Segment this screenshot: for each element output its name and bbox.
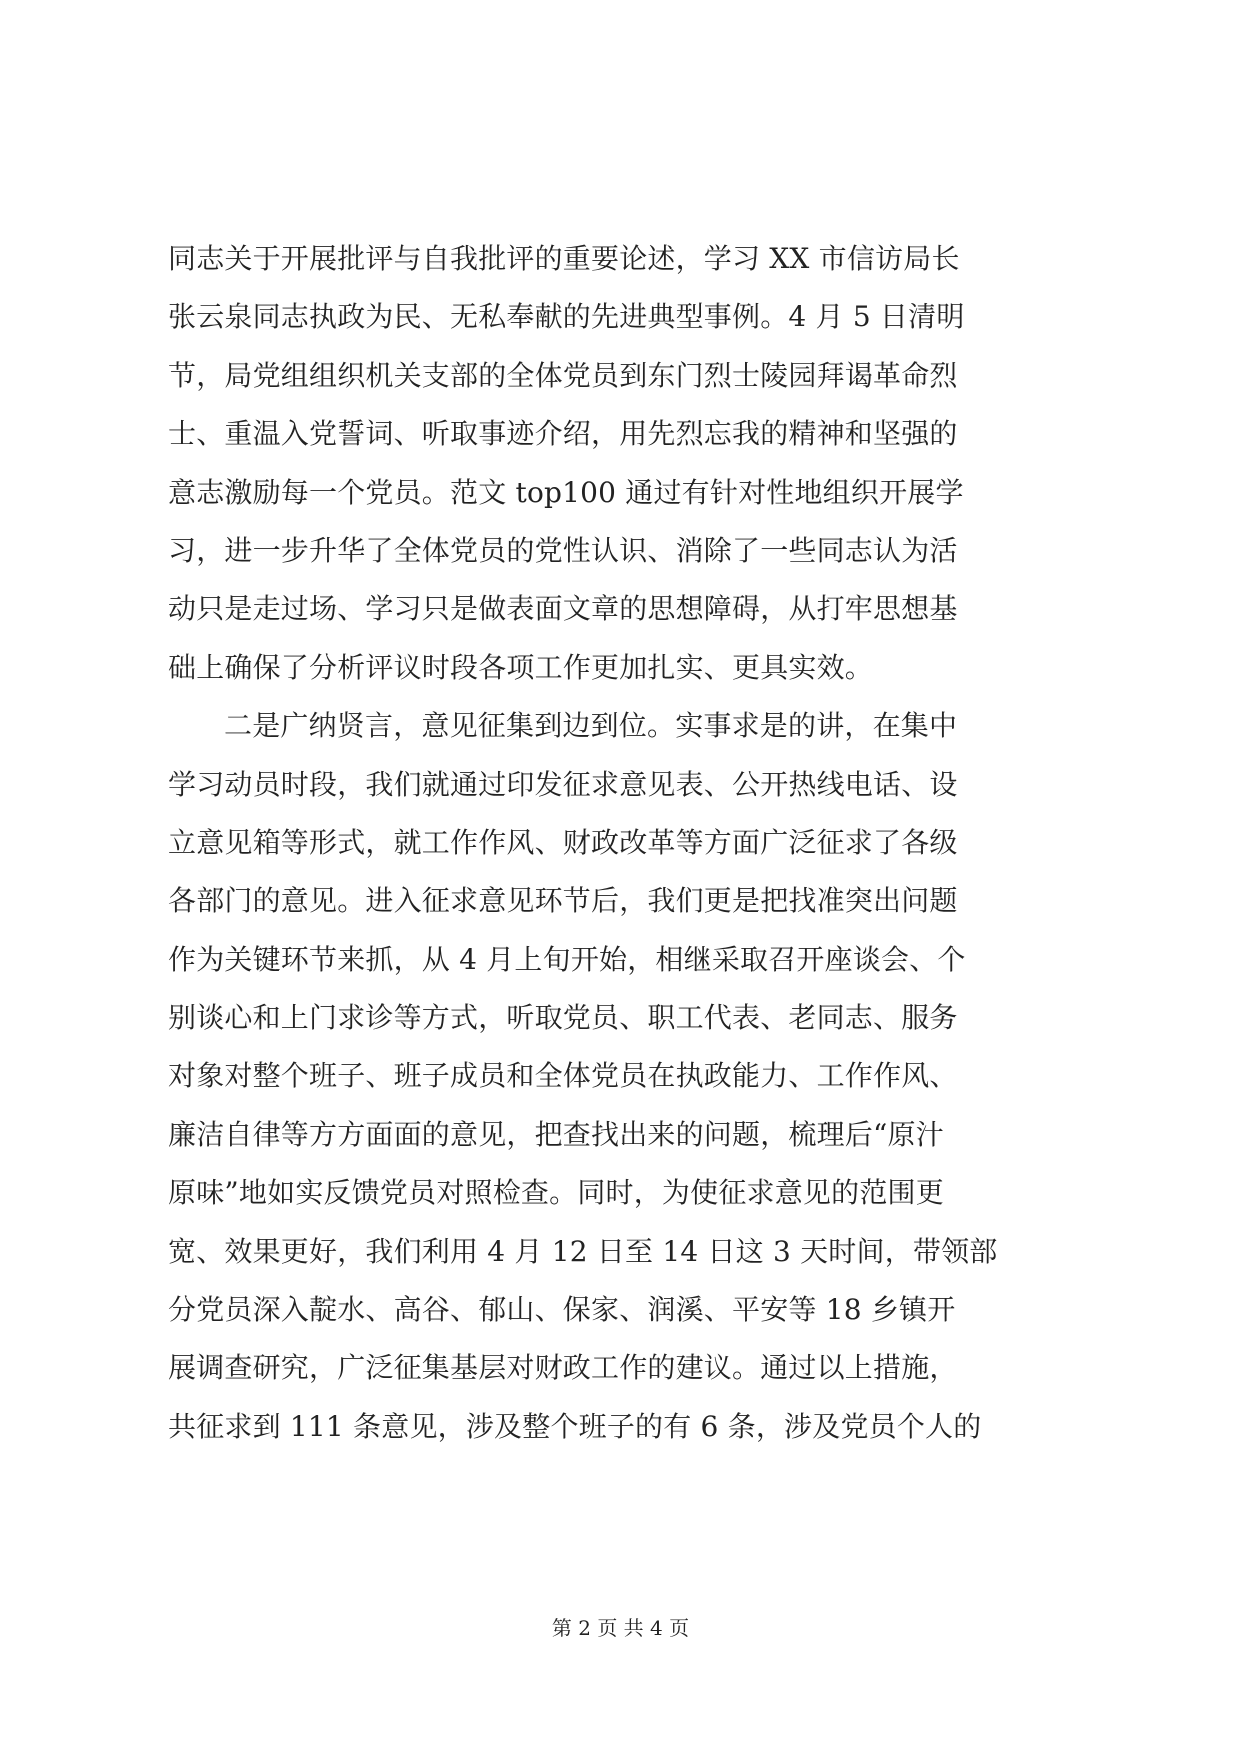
text-line: 础上确保了分析评议时段各项工作更加扎实、更具实效。 (168, 650, 874, 684)
text-line: 意志激励每一个党员。范文 top100 通过有针对性地组织开展学 (168, 475, 964, 509)
text-line: 对象对整个班子、班子成员和全体党员在执政能力、工作作风、 (168, 1059, 958, 1093)
body-text (168, 230, 1108, 1456)
text-line: 宽、效果更好，我们利用 4 月 12 日至 14 日这 3 天时间，带领部 (168, 1234, 998, 1268)
text-line: 同志关于开展批评与自我批评的重要论述，学习 XX 市信访局长 (168, 242, 960, 275)
text-line: 学习动员时段，我们就通过印发征求意见表、公开热线电话、设 (168, 767, 958, 801)
text-line: 立意见箱等形式，就工作作风、财政改革等方面广泛征求了各级 (168, 825, 958, 859)
text-line: 别谈心和上门求诊等方式，听取党员、职工代表、老同志、服务 (168, 1001, 958, 1035)
text-line: 展调查研究，广泛征集基层对财政工作的建议。通过以上措施， (168, 1351, 958, 1385)
text-line: 共征求到 111 条意见，涉及整个班子的有 6 条，涉及党员个人的 (168, 1409, 982, 1443)
text-line: 动只是走过场、学习只是做表面文章的思想障碍，从打牢思想基 (168, 592, 958, 626)
text-line: 原味”地如实反馈党员对照检查。同时，为使征求意见的范围更 (168, 1176, 944, 1210)
text-line: 张云泉同志执政为民、无私奉献的先进典型事例。4 月 5 日清明 (168, 300, 965, 334)
text-line: 作为关键环节来抓，从 4 月上旬开始，相继采取召开座谈会、个 (168, 942, 966, 976)
text-line: 廉洁自律等方方面面的意见，把查找出来的问题，梳理后“原汁 (168, 1117, 944, 1151)
text-line: 各部门的意见。进入征求意见环节后，我们更是把找准突出问题 (168, 884, 958, 918)
page-number-footer: 第 2 页 共 4 页 (551, 1616, 690, 1640)
text-line: 节，局党组组织机关支部的全体党员到东门烈士陵园拜谒革命烈 (168, 358, 958, 392)
paragraph-start-line: 二是广纳贤言，意见征集到边到位。实事求是的讲，在集中 (224, 709, 958, 743)
text-line: 分党员深入靛水、高谷、郁山、保家、润溪、平安等 18 乡镇开 (168, 1293, 956, 1327)
text-line: 习，进一步升华了全体党员的党性认识、消除了一些同志认为活 (168, 533, 958, 567)
text-line: 士、重温入党誓词、听取事迹介绍，用先烈忘我的精神和坚强的 (168, 417, 958, 451)
